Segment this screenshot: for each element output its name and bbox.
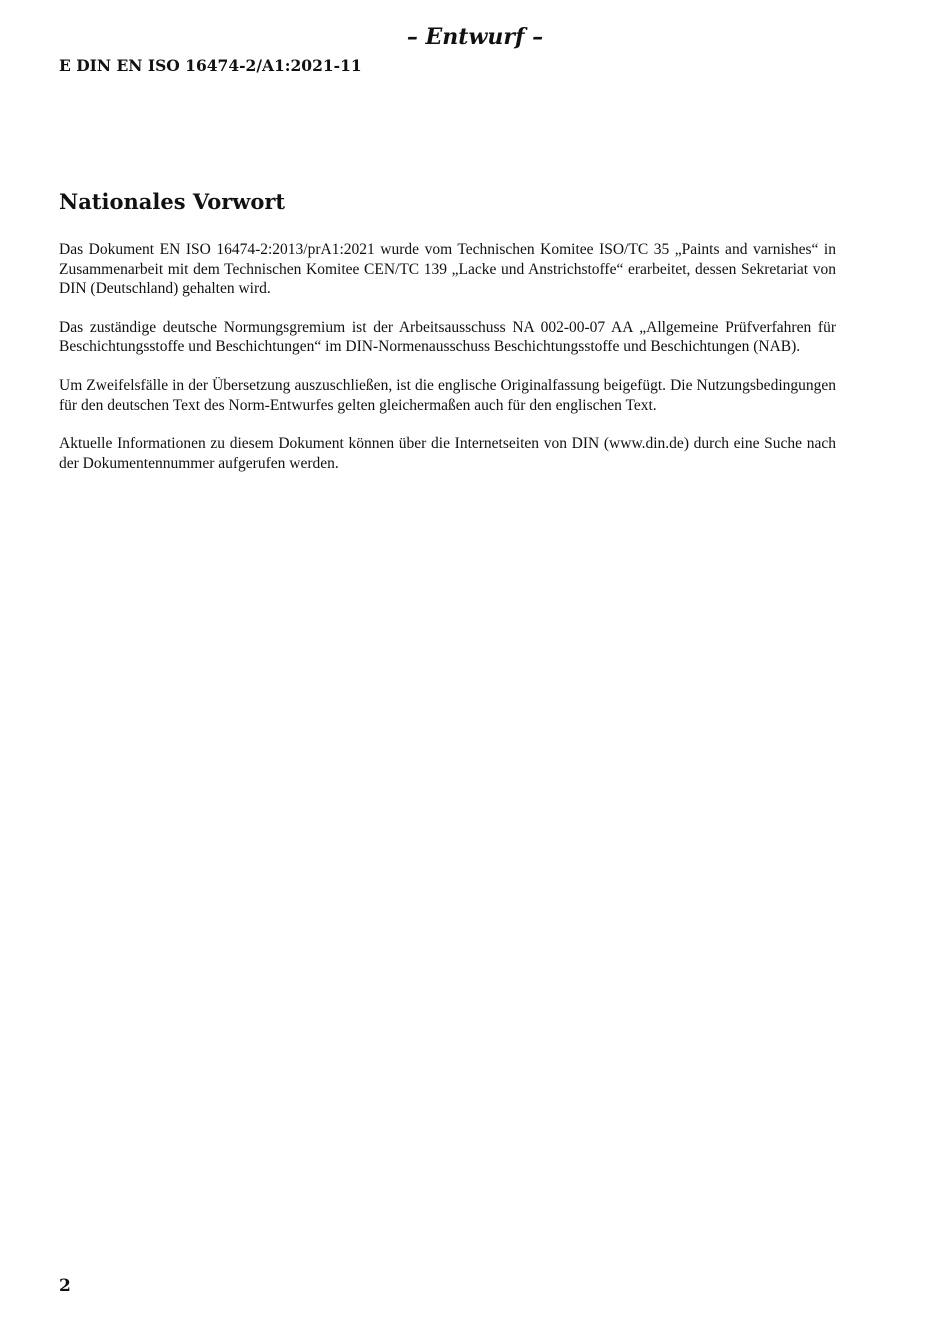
paragraph-responsible-body: Das zuständige deutsche Normungsgremium ist der Arbeitsausschuss NA 002-00-07 AA „Allgemeine Prüfverfahren für Beschichtungsstoffe und Beschichtungen“ im DIN-Normenausschuss Beschichtungsstoffe und Beschichtungen (NAB). xyxy=(59,318,836,356)
draft-mark: – Entwurf – xyxy=(406,24,544,50)
paragraph-information: Aktuelle Informationen zu diesem Dokument können über die Internetseiten von DIN (www.din.de) durch eine Suche nach der Dokumentennummer aufgerufen werden. xyxy=(59,435,836,472)
page-number: 2 xyxy=(59,1276,71,1296)
document-identifier: E DIN EN ISO 16474-2/A1:2021-11 xyxy=(59,56,362,75)
foreword-body xyxy=(59,240,836,492)
paragraph-committee: Das Dokument EN ISO 16474-2:2013/prA1:2021 wurde vom Technischen Komitee ISO/TC 35 „Paints and varnishes“ in Zusammenarbeit mit dem Technischen Komitee CEN/TC 139 „Lacke und Anstrichstoffe“ erarbeitet, dessen Sekretariat von DIN (Deutschland) gehalten wird. xyxy=(59,241,836,298)
section-heading: Nationales Vorwort xyxy=(59,189,286,214)
paragraph-translation: Um Zweifelsfälle in der Übersetzung auszuschließen, ist die englische Originalfassung beigefügt. Die Nutzungsbedingungen für den deutschen Text des Norm-Entwurfes gelten gleichermaßen auch für den englischen Text. xyxy=(59,376,836,414)
